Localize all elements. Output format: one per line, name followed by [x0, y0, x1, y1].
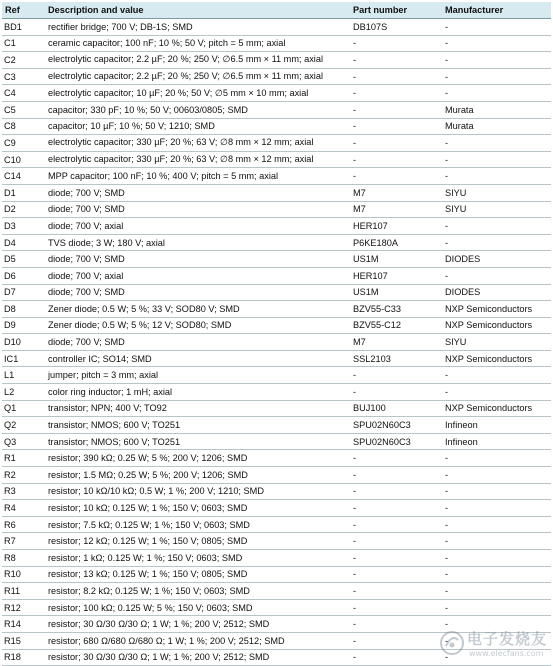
cell-ref: D8	[2, 301, 45, 318]
cell-manufacturer: -	[442, 384, 551, 401]
cell-ref: R2	[2, 467, 45, 484]
cell-manufacturer: NXP Semiconductors	[442, 400, 551, 417]
cell-manufacturer: -	[442, 35, 551, 52]
cell-manufacturer: -	[442, 533, 551, 550]
table-row	[2, 101, 551, 118]
table-row	[2, 483, 551, 500]
cell-ref: L1	[2, 367, 45, 384]
cell-ref: D1	[2, 184, 45, 201]
cell-ref: BD1	[2, 19, 45, 36]
cell-part-number: -	[350, 85, 442, 102]
table-row	[2, 135, 551, 152]
cell-description: diode; 700 V; axial	[45, 267, 350, 284]
cell-description: TVS diode; 3 W; 180 V; axial	[45, 234, 350, 251]
table-body	[2, 19, 551, 666]
cell-ref: D6	[2, 267, 45, 284]
cell-manufacturer: NXP Semiconductors	[442, 350, 551, 367]
cell-description: electrolytic capacitor; 2.2 µF; 20 %; 250 V; ∅6.5 mm × 11 mm; axial	[45, 52, 350, 69]
cell-manufacturer: -	[442, 218, 551, 235]
table-row	[2, 400, 551, 417]
table-row	[2, 566, 551, 583]
cell-part-number: BUJ100	[350, 400, 442, 417]
cell-description: color ring inductor; 1 mH; axial	[45, 384, 350, 401]
cell-manufacturer: NXP Semiconductors	[442, 301, 551, 318]
cell-part-number: M7	[350, 184, 442, 201]
cell-manufacturer: -	[442, 467, 551, 484]
cell-part-number: -	[350, 516, 442, 533]
cell-manufacturer: Infineon	[442, 433, 551, 450]
cell-ref: IC1	[2, 350, 45, 367]
cell-part-number: US1M	[350, 251, 442, 268]
cell-description: jumper; pitch = 3 mm; axial	[45, 367, 350, 384]
table-row	[2, 533, 551, 550]
cell-description: resistor; 10 kΩ/10 kΩ; 0.5 W; 1 %; 200 V; 1210; SMD	[45, 483, 350, 500]
cell-description: resistor; 100 kΩ; 0.125 W; 5 %; 150 V; 0603; SMD	[45, 599, 350, 616]
cell-ref: L2	[2, 384, 45, 401]
table-row	[2, 433, 551, 450]
cell-ref: R1	[2, 450, 45, 467]
cell-description: ceramic capacitor; 100 nF; 10 %; 50 V; pitch = 5 mm; axial	[45, 35, 350, 52]
cell-manufacturer: -	[442, 234, 551, 251]
cell-manufacturer: SIYU	[442, 201, 551, 218]
table-row	[2, 284, 551, 301]
cell-manufacturer: -	[442, 550, 551, 567]
cell-part-number: -	[350, 367, 442, 384]
cell-part-number: SPU02N60C3	[350, 417, 442, 434]
cell-description: resistor; 10 kΩ; 0.125 W; 1 %; 150 V; 0603; SMD	[45, 500, 350, 517]
cell-manufacturer: -	[442, 649, 551, 666]
cell-description: controller IC; SO14; SMD	[45, 350, 350, 367]
cell-ref: C1	[2, 35, 45, 52]
cell-ref: R6	[2, 516, 45, 533]
cell-part-number: -	[350, 450, 442, 467]
cell-part-number: HER107	[350, 218, 442, 235]
cell-part-number: SPU02N60C3	[350, 433, 442, 450]
table-row	[2, 85, 551, 102]
table-row	[2, 68, 551, 85]
watermark-title: 电子发烧友	[467, 630, 548, 648]
cell-description: capacitor; 330 pF; 10 %; 50 V; 00603/0805; SMD	[45, 101, 350, 118]
cell-description: diode; 700 V; SMD	[45, 251, 350, 268]
cell-part-number: DB107S	[350, 19, 442, 36]
table-row	[2, 218, 551, 235]
cell-description: electrolytic capacitor; 330 µF; 20 %; 63 V; ∅8 mm × 12 mm; axial	[45, 135, 350, 152]
column-header-ref: Ref	[2, 2, 45, 19]
cell-description: MPP capacitor; 100 nF; 10 %; 400 V; pitch = 5 mm; axial	[45, 168, 350, 185]
cell-description: diode; 700 V; SMD	[45, 284, 350, 301]
cell-ref: D4	[2, 234, 45, 251]
cell-manufacturer: -	[442, 52, 551, 69]
cell-ref: C9	[2, 135, 45, 152]
cell-description: resistor; 13 kΩ; 0.125 W; 1 %; 150 V; 0805; SMD	[45, 566, 350, 583]
cell-part-number: -	[350, 483, 442, 500]
cell-part-number: SSL2103	[350, 350, 442, 367]
cell-description: rectifier bridge; 700 V; DB-1S; SMD	[45, 19, 350, 36]
cell-ref: C4	[2, 85, 45, 102]
cell-part-number: -	[350, 35, 442, 52]
cell-manufacturer: -	[442, 68, 551, 85]
cell-manufacturer: DIODES	[442, 284, 551, 301]
cell-ref: R7	[2, 533, 45, 550]
cell-description: resistor; 30 Ω/30 Ω/30 Ω; 1 W; 1 %; 200 V; 2512; SMD	[45, 649, 350, 666]
cell-part-number: -	[350, 649, 442, 666]
cell-manufacturer: Infineon	[442, 417, 551, 434]
cell-part-number: BZV55-C12	[350, 317, 442, 334]
cell-description: Zener diode; 0.5 W; 5 %; 12 V; SOD80; SMD	[45, 317, 350, 334]
cell-description: resistor; 12 kΩ; 0.125 W; 1 %; 150 V; 0805; SMD	[45, 533, 350, 550]
cell-part-number: HER107	[350, 267, 442, 284]
cell-description: electrolytic capacitor; 10 µF; 20 %; 50 V; ∅5 mm × 10 mm; axial	[45, 85, 350, 102]
cell-manufacturer: -	[442, 616, 551, 633]
table-row	[2, 301, 551, 318]
cell-description: resistor; 8.2 kΩ; 0.125 W; 1 %; 150 V; 0603; SMD	[45, 583, 350, 600]
table-row	[2, 350, 551, 367]
cell-ref: D7	[2, 284, 45, 301]
table-row	[2, 450, 551, 467]
cell-manufacturer: -	[442, 583, 551, 600]
table-row	[2, 35, 551, 52]
table-row	[2, 267, 551, 284]
cell-description: transistor; NPN; 400 V; TO92	[45, 400, 350, 417]
cell-part-number: BZV55-C33	[350, 301, 442, 318]
cell-description: Zener diode; 0.5 W; 5 %; 33 V; SOD80 V; SMD	[45, 301, 350, 318]
cell-ref: R18	[2, 649, 45, 666]
cell-description: transistor; NMOS; 600 V; TO251	[45, 433, 350, 450]
cell-manufacturer: Murata	[442, 101, 551, 118]
table-row	[2, 168, 551, 185]
cell-manufacturer: Murata	[442, 118, 551, 135]
table-row	[2, 151, 551, 168]
table-row	[2, 417, 551, 434]
cell-description: capacitor; 10 µF; 10 %; 50 V; 1210; SMD	[45, 118, 350, 135]
watermark-url: www.elecfans.com	[469, 649, 544, 658]
cell-description: resistor; 680 Ω/680 Ω/680 Ω; 1 W; 1 %; 200 V; 2512; SMD	[45, 632, 350, 649]
cell-part-number: -	[350, 583, 442, 600]
cell-manufacturer: SIYU	[442, 184, 551, 201]
cell-part-number: -	[350, 384, 442, 401]
table-row	[2, 516, 551, 533]
cell-ref: D10	[2, 334, 45, 351]
cell-ref: Q2	[2, 417, 45, 434]
column-header-manufacturer: Manufacturer	[442, 2, 551, 19]
table-row	[2, 583, 551, 600]
table-row	[2, 550, 551, 567]
cell-manufacturer: SIYU	[442, 334, 551, 351]
cell-description: resistor; 30 Ω/30 Ω/30 Ω; 1 W; 1 %; 200 V; 2512; SMD	[45, 616, 350, 633]
cell-description: resistor; 1.5 MΩ; 0.25 W; 5 %; 200 V; 1206; SMD	[45, 467, 350, 484]
cell-ref: R4	[2, 500, 45, 517]
cell-ref: R11	[2, 583, 45, 600]
cell-ref: C14	[2, 168, 45, 185]
cell-manufacturer: -	[442, 500, 551, 517]
bom-table	[2, 2, 551, 666]
cell-description: diode; 700 V; axial	[45, 218, 350, 235]
elecfans-logo-icon	[439, 630, 465, 656]
cell-description: resistor; 1 kΩ; 0.125 W; 1 %; 150 V; 0603; SMD	[45, 550, 350, 567]
cell-part-number: -	[350, 632, 442, 649]
cell-manufacturer: DIODES	[442, 251, 551, 268]
cell-ref: Q3	[2, 433, 45, 450]
cell-part-number: -	[350, 118, 442, 135]
cell-ref: D5	[2, 251, 45, 268]
table-row	[2, 201, 551, 218]
cell-ref: R8	[2, 550, 45, 567]
cell-description: diode; 700 V; SMD	[45, 334, 350, 351]
table-row	[2, 52, 551, 69]
cell-ref: D3	[2, 218, 45, 235]
cell-manufacturer: -	[442, 367, 551, 384]
table-row	[2, 184, 551, 201]
cell-ref: C3	[2, 68, 45, 85]
cell-manufacturer: -	[442, 168, 551, 185]
cell-ref: R15	[2, 632, 45, 649]
cell-part-number: -	[350, 599, 442, 616]
table-row	[2, 19, 551, 36]
cell-manufacturer: -	[442, 516, 551, 533]
cell-ref: C2	[2, 52, 45, 69]
cell-part-number: -	[350, 151, 442, 168]
cell-description: electrolytic capacitor; 2.2 µF; 20 %; 250 V; ∅6.5 mm × 11 mm; axial	[45, 68, 350, 85]
cell-manufacturer: NXP Semiconductors	[442, 317, 551, 334]
cell-manufacturer: -	[442, 632, 551, 649]
watermark	[439, 624, 549, 664]
table-row	[2, 384, 551, 401]
table-row	[2, 118, 551, 135]
table-row	[2, 500, 551, 517]
cell-ref: R3	[2, 483, 45, 500]
cell-part-number: -	[350, 616, 442, 633]
table-row	[2, 334, 551, 351]
cell-manufacturer: -	[442, 85, 551, 102]
cell-part-number: P6KE180A	[350, 234, 442, 251]
cell-manufacturer: -	[442, 483, 551, 500]
cell-ref: R10	[2, 566, 45, 583]
column-header-description: Description and value	[45, 2, 350, 19]
cell-part-number: M7	[350, 334, 442, 351]
cell-description: resistor; 7.5 kΩ; 0.125 W; 1 %; 150 V; 0603; SMD	[45, 516, 350, 533]
cell-description: transistor; NMOS; 600 V; TO251	[45, 417, 350, 434]
cell-part-number: -	[350, 550, 442, 567]
cell-ref: C5	[2, 101, 45, 118]
cell-description: resistor; 390 kΩ; 0.25 W; 5 %; 200 V; 1206; SMD	[45, 450, 350, 467]
cell-manufacturer: -	[442, 19, 551, 36]
cell-manufacturer: -	[442, 267, 551, 284]
table-row	[2, 367, 551, 384]
cell-part-number: M7	[350, 201, 442, 218]
cell-part-number: US1M	[350, 284, 442, 301]
table-header-row	[2, 2, 551, 19]
cell-manufacturer: -	[442, 135, 551, 152]
cell-manufacturer: -	[442, 450, 551, 467]
cell-ref: R14	[2, 616, 45, 633]
cell-part-number: -	[350, 135, 442, 152]
cell-ref: D2	[2, 201, 45, 218]
cell-description: diode; 700 V; SMD	[45, 201, 350, 218]
cell-part-number: -	[350, 500, 442, 517]
table-row	[2, 467, 551, 484]
cell-part-number: -	[350, 566, 442, 583]
cell-ref: D9	[2, 317, 45, 334]
cell-manufacturer: -	[442, 599, 551, 616]
cell-part-number: -	[350, 168, 442, 185]
cell-manufacturer: -	[442, 566, 551, 583]
table-row	[2, 251, 551, 268]
cell-ref: Q1	[2, 400, 45, 417]
cell-description: diode; 700 V; SMD	[45, 184, 350, 201]
table-row	[2, 599, 551, 616]
cell-ref: C10	[2, 151, 45, 168]
cell-part-number: -	[350, 101, 442, 118]
cell-part-number: -	[350, 68, 442, 85]
table-row	[2, 234, 551, 251]
cell-manufacturer: -	[442, 151, 551, 168]
cell-description: electrolytic capacitor; 330 µF; 20 %; 63 V; ∅8 mm × 12 mm; axial	[45, 151, 350, 168]
column-header-part-number: Part number	[350, 2, 442, 19]
cell-ref: R12	[2, 599, 45, 616]
cell-ref: C8	[2, 118, 45, 135]
cell-part-number: -	[350, 52, 442, 69]
cell-part-number: -	[350, 467, 442, 484]
cell-part-number: -	[350, 533, 442, 550]
table-row	[2, 317, 551, 334]
